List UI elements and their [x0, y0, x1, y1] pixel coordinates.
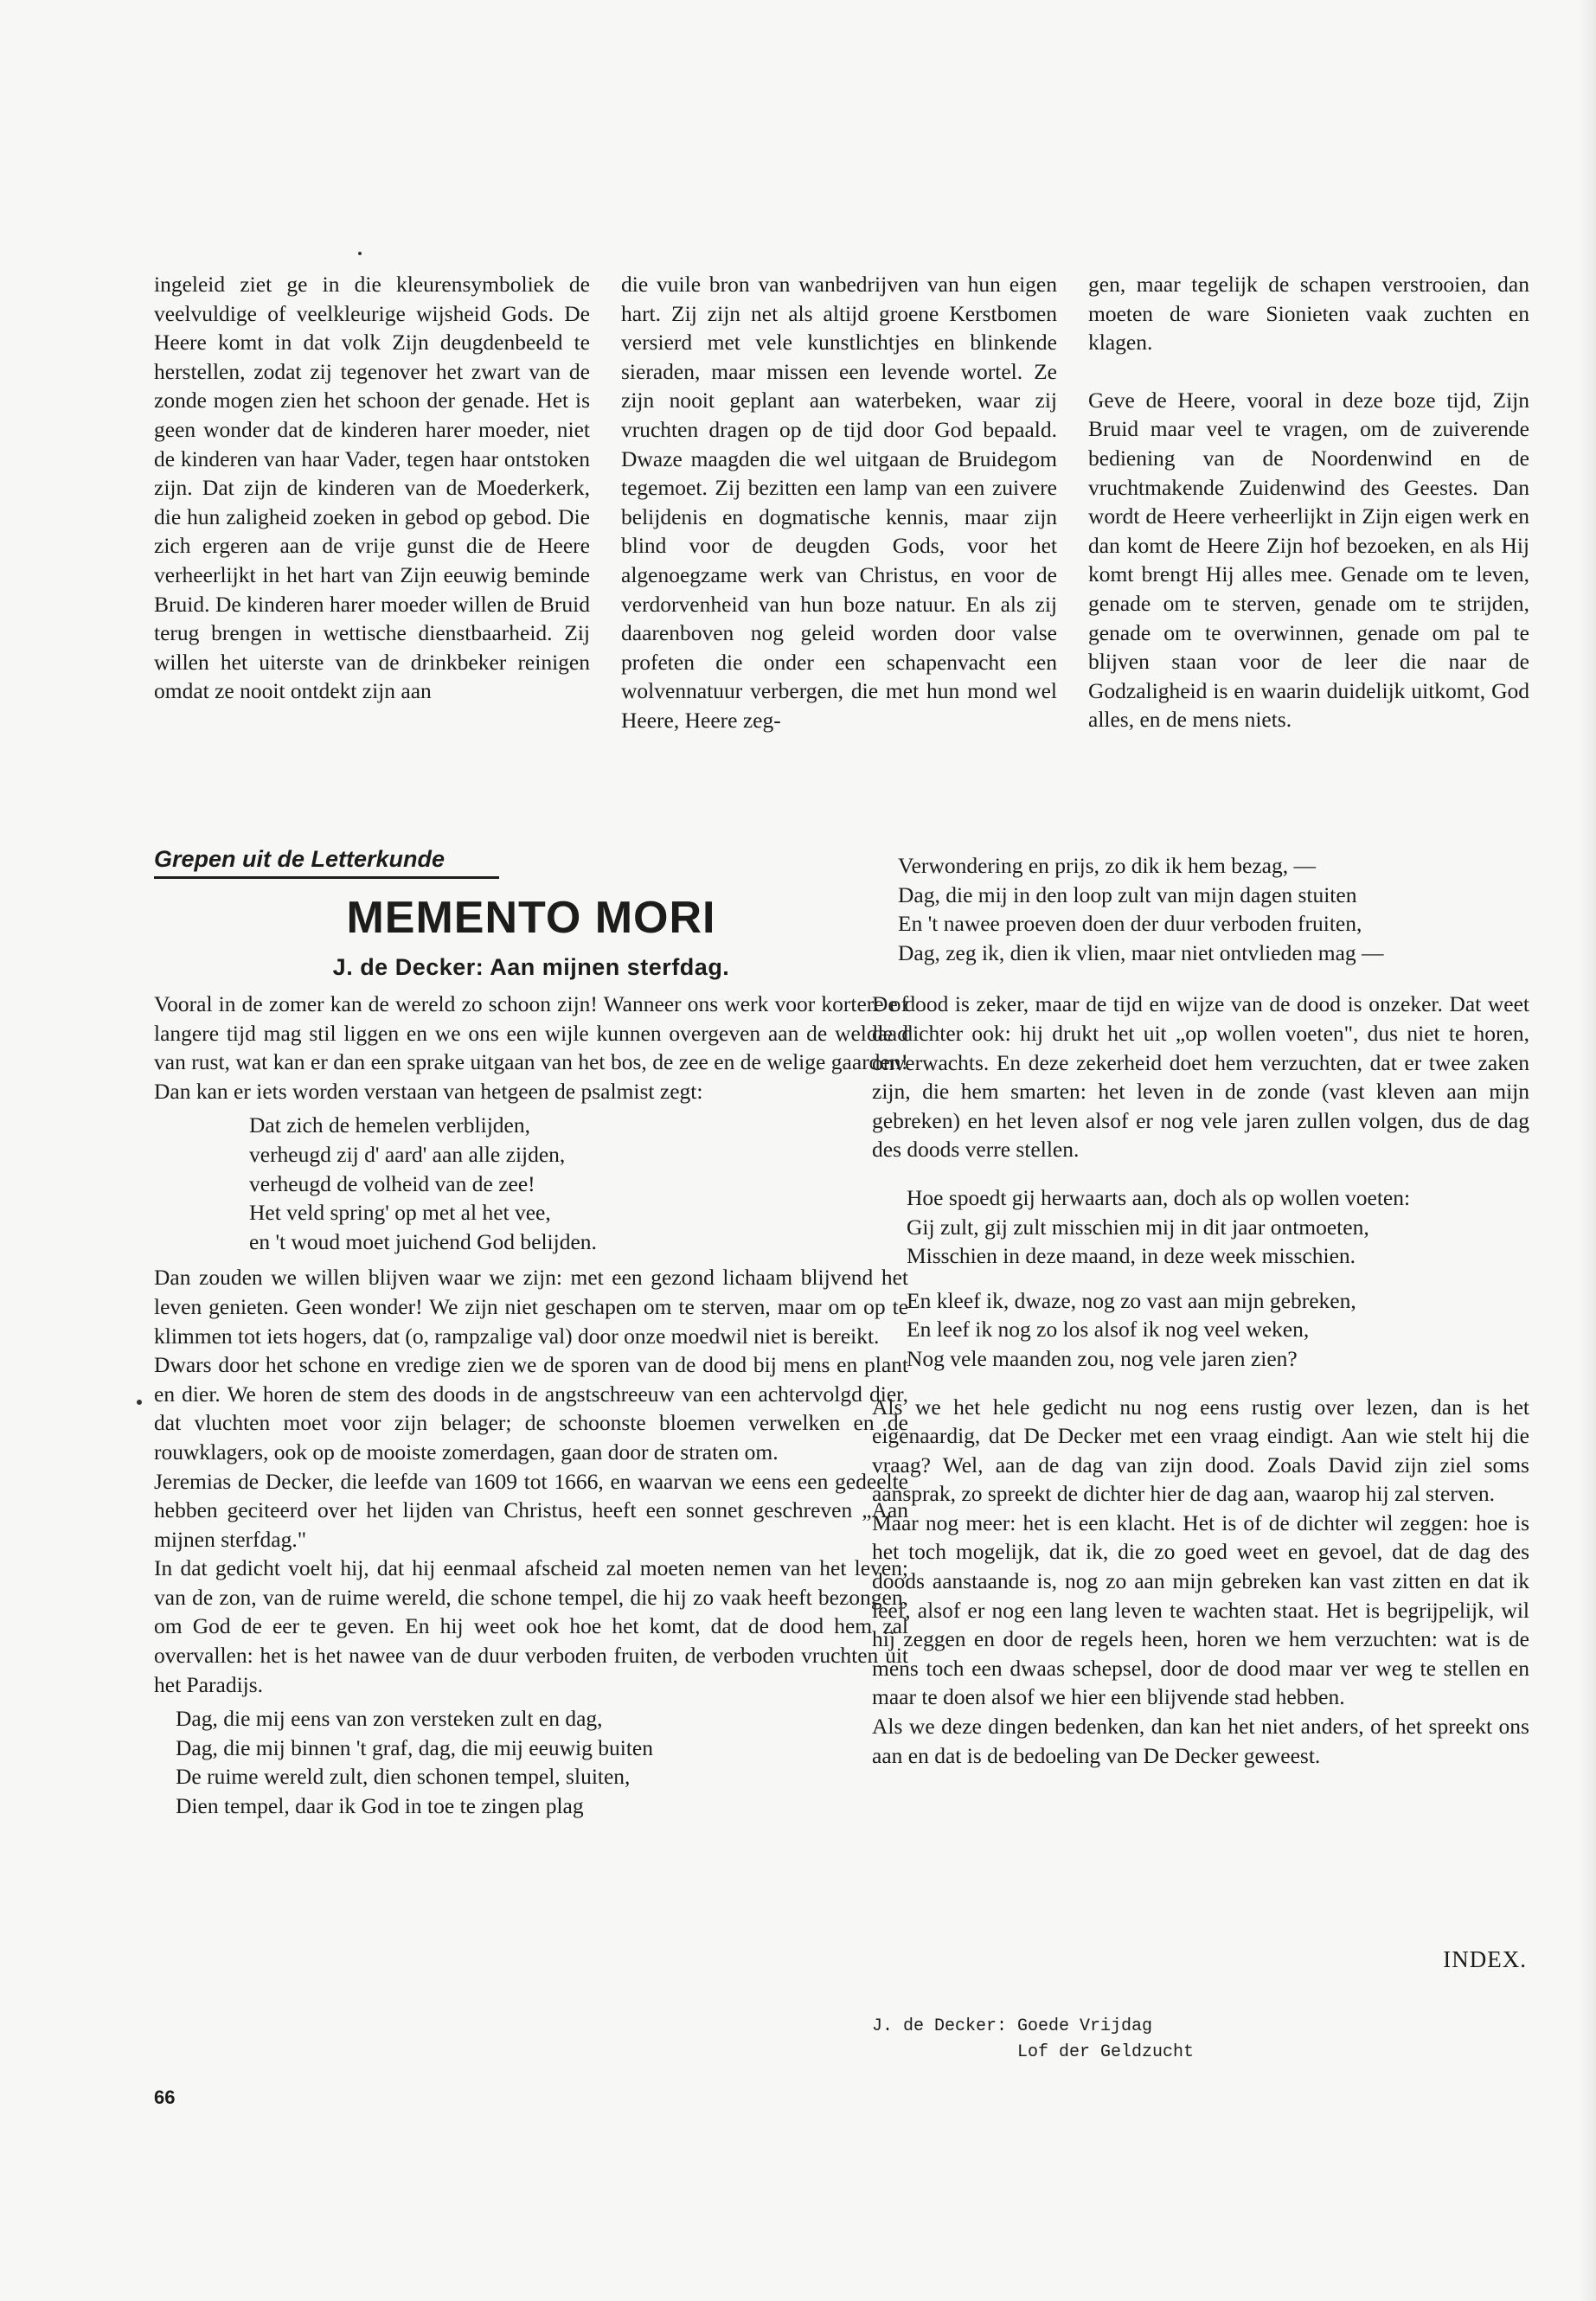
article-paragraph-2: Dan zouden we willen blijven waar we zijn: met een gezond lichaam blijvend het leven genieten. Geen wonder! We zijn niet geschapen om te sterven, maar om op te klimmen tot iets hogers, dat (o, rampzalige val) door onze moedwil niet is bereikt.: [154, 1265, 908, 1349]
top-column-3: [1088, 270, 1529, 734]
psalm-line: verheugd de volheid van de zee!: [249, 1170, 535, 1196]
article-right-paragraph-3: Maar nog meer: het is een klacht. Het is of de dichter wil zeggen: hoe is het toch mogelijk, dat ik, die zo goed weet en gevoel, dat de dag des doods aanstaande is, nog zo aan mijn gebreken kan vast zitten en dat ik leef, alsof er nog een lang leven te wachten staat. Het is begrijpelijk, wil hij zeggen en door de regels heen, horen we hem verzuchten: wat is de mens toch een dwaas schepsel, door de dood maar ver weg te stellen en maar te doen alsof we hier een blijvende stad hebben.: [872, 1509, 1529, 1710]
sonnet-line: Verwondering en prijs, zo dik ik hem bezag, —: [898, 853, 1316, 878]
page-number: 66: [154, 2086, 176, 2108]
psalm-line: en 't woud moet juichend God belijden.: [249, 1228, 597, 1254]
stanza-line: Nog vele maanden zou, nog vele jaren zien?: [907, 1345, 1298, 1371]
print-speck: [137, 1400, 142, 1405]
stanza-line: Hoe spoedt gij herwaarts aan, doch als op wollen voeten:: [907, 1184, 1411, 1210]
stanza-line: En leef ik nog zo los alsof ik nog veel weken,: [907, 1317, 1310, 1343]
psalm-line: Dat zich de hemelen verblijden,: [249, 1112, 530, 1138]
sonnet-line: Dag, die mij binnen 't graf, dag, die mij eeuwig buiten: [176, 1734, 653, 1760]
top-column-2: [621, 270, 1057, 735]
sonnet-line: Dag, zeg ik, dien ik vlien, maar niet ontvlieden mag —: [898, 939, 1384, 965]
sonnet-line: Dag, die mij in den loop zult van mijn dagen stuiten: [898, 881, 1357, 907]
article-paragraph-1: Vooral in de zomer kan de wereld zo schoon zijn! Wanneer ons werk voor kortere of langere tijd mag stil liggen en we ons een wijle kunnen overgeven aan de weldaad van rust, wat kan er dan een sprake uitgaan van het bos, de zee en de welige gaarden! Dan kan er iets worden verstaan van hetgeen de psalmist zegt:: [154, 991, 908, 1104]
article-subheadline: J. de Decker: Aan mijnen sterfdag.: [332, 954, 730, 980]
psalm-line: Het veld spring' op met al het vee,: [249, 1200, 551, 1226]
stanza-line: En kleef ik, dwaze, nog zo vast aan mijn gebreken,: [907, 1287, 1356, 1313]
top-column-1: [154, 270, 590, 706]
stanza-2: [872, 1286, 1529, 1374]
print-speck: [358, 252, 362, 255]
article-left-column: [154, 990, 908, 1828]
sonnet-line: De ruime wereld zult, dien schonen tempel, sluiten,: [176, 1764, 631, 1790]
psalm-quote: [154, 1111, 908, 1256]
article-paragraph-3: Dwars door het schone en vredige zien we de sporen van de dood bij mens en plant en dier. We horen de stem des doods in de angstschreeuw van een achtervolgd dier, dat vluchten moet voor zijn belager; de schoonste bloemen verwelken en de rouwklagers, ook op de mooiste zomerdagen, gaan door de straten om.: [154, 1352, 908, 1465]
psalm-line: verheugd zij d' aard' aan alle zijden,: [249, 1141, 566, 1167]
reference-item: Lof der Geldzucht: [1017, 2042, 1195, 2062]
section-label: Grepen uit de Letterkunde: [154, 843, 499, 879]
sonnet-continuation: [872, 851, 1529, 967]
article-right-paragraph-1: De dood is zeker, maar de tijd en wijze van de dood is onzeker. Dat weet de dichter ook: hij drukt het uit „op wollen voeten", dus niet te horen, onverwachts. En deze zekerheid doet hem verzuchten, dat er twee zaken zijn, die hem smarten: het leven in de zonde (vast kleven aan mijn gebreken) en het leven alsof er nog vele jaren zullen volgen, dus de dag des doods verre stellen.: [872, 991, 1529, 1163]
article-paragraph-4: Jeremias de Decker, die leefde van 1609 tot 1666, en waarvan we eens een gedeelte hebben geciteerd over het lijden van Christus, heeft een sonnet geschreven „Aan mijnen sterfdag.": [154, 1468, 908, 1552]
sonnet-line: Dien tempel, daar ik God in toe te zingen plag: [176, 1793, 584, 1819]
page-edge-shadow: [1579, 0, 1596, 2301]
sonnet-line: En 't nawee proeven doen der duur verboden fruiten,: [898, 911, 1362, 937]
top-column-3-paragraph-2: Geve de Heere, vooral in deze boze tijd, Zijn Bruid maar veel te vragen, om de zuiverende bediening van de Noordenwind en de vruchtmakende Zuidenwind des Geestes. Dan wordt de Heere verheerlijkt in Zijn eigen werk en dan komt de Heere Zijn hof bezoeken, en als Hij komt brengt Hij alles mee. Genade om te leven, genade om te sterven, genade om te strijden, genade om te overwinnen, genade om pal te blijven staan voor de leer die naar de Godzaligheid is en waarin duidelijk uitkomt, God alles, en de mens niets.: [1088, 387, 1529, 733]
article-right-paragraph-4: Als we deze dingen bedenken, dan kan het niet anders, of het spreekt ons aan en dat is de bedoeling van De Decker geweest.: [872, 1714, 1529, 1768]
top-column-2-text: die vuile bron van wanbedrijven van hun eigen hart. Zij zijn net als altijd groene Kerstbomen versierd met vele kunstlichtjes en blinkende sieraden, maar missen een levende wortel. Ze zijn nooit geplant aan waterbeken, waar zij vruchten dragen op de tijd door God bepaald. Dwaze maagden die wel uitgaan de Bruidegom tegemoet. Zij bezitten een lamp van een zuivere belijdenis en dogmatische kennis, maar zijn blind voor de deugden Gods, voor het algenoegzame werk van Christus, en voor de verdorvenheid van hun boze natuur. En als zij daarenboven nog geleid worden door valse profeten die onder een schapenvacht een wolvennatuur verbergen, die met hun mond wel Heere, Heere zeg-: [621, 272, 1057, 733]
article-right-paragraph-2: Als we het hele gedicht nu nog eens rustig over lezen, dan is het eigenaardig, dat De Decker met een vraag eindigt. Aan wie stelt hij die vraag? Wel, aan de dag van zijn dood. Zoals David zijn ziel soms aansprak, zo spreekt de dichter hier de dag aan, waarop hij zal sterven.: [872, 1394, 1529, 1507]
references: [872, 2014, 1194, 2066]
sonnet-quote: [154, 1704, 908, 1820]
top-column-3-paragraph-1: gen, maar tegelijk de schapen verstrooien, dan moeten de ware Sionieten vaak zuchten en klagen.: [1088, 272, 1529, 356]
author-signature: INDEX.: [1443, 1946, 1527, 1972]
stanza-1: [872, 1183, 1529, 1271]
reference-item: J. de Decker: Goede Vrijdag: [872, 2016, 1153, 2036]
article-right-column: [872, 851, 1529, 1770]
top-column-1-text: ingeleid ziet ge in die kleurensymboliek de veelvuldige of veelkleurige wijsheid Gods. De Heere komt in dat volk Zijn deugdenbeeld te herstellen, zodat zij tegenover het zwart van de zonde mogen zien het schoon der genade. Het is geen wonder dat de kinderen harer moeder, niet de kinderen van haar Vader, tegen haar ontstoken zijn. Dat zijn de kinderen van de Moederkerk, die hun zaligheid zoeken in gebod op gebod. Die zich ergeren aan de vrije gunst die de Heere verheerlijkt in het hart van Zijn eeuwig beminde Bruid. De kinderen harer moeder willen de Bruid terug brengen in wettische dienstbaarheid. Zij willen het uiterste van de drinkbeker reinigen omdat ze nooit ontdekt zijn aan: [154, 272, 590, 704]
stanza-line: Gij zult, gij zult misschien mij in dit jaar ontmoeten,: [907, 1214, 1369, 1240]
article-headline: MEMENTO MORI: [346, 893, 716, 943]
stanza-line: Misschien in deze maand, in deze week misschien.: [907, 1243, 1356, 1269]
sonnet-line: Dag, die mij eens van zon versteken zult en dag,: [176, 1706, 603, 1732]
article-paragraph-5: In dat gedicht voelt hij, dat hij eenmaal afscheid zal moeten nemen van het leven; van de zon, van de ruime wereld, die schone tempel, die hij zo vaak heeft bezongen, om God de eer te geven. En hij weet ook hoe het komt, dat de dood hem zal overvallen: het is het nawee van de duur verboden fruiten, de verboden vruchten uit het Paradijs.: [154, 1555, 908, 1697]
